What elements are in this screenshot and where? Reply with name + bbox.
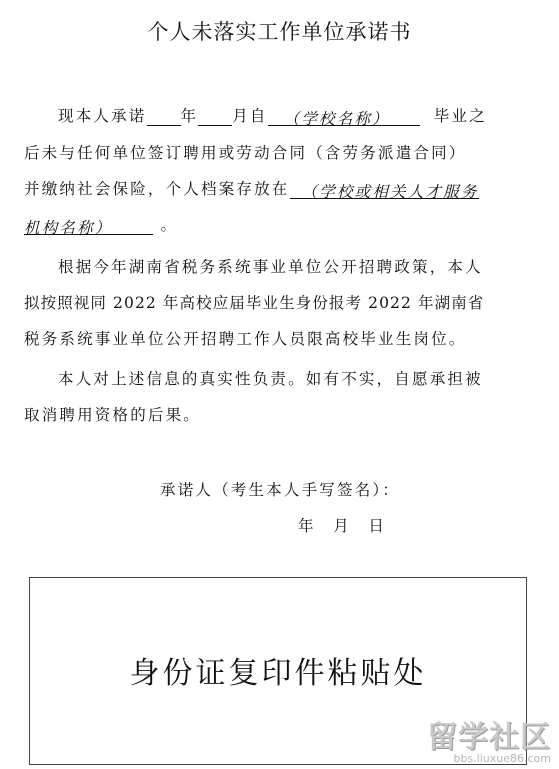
para2-line2: 拟按照视同 2022 年高校应届毕业生身份报考 2022 年湖南省 <box>24 294 485 312</box>
school-name-blank: （学校名称） <box>268 107 420 126</box>
text: 月自 <box>232 107 268 125</box>
text: 并缴纳社会保险，个人档案存放在 <box>24 180 290 198</box>
institution-blank: （学校或相关人才服务 <box>290 180 479 199</box>
para3-line1: 本人对上述信息的真实性负责。如有不实，自愿承担被 <box>58 370 483 388</box>
institution-blank-cont: 机构名称） <box>24 216 153 235</box>
signer-label: 承诺人（考生本人手写签名）： <box>160 481 401 499</box>
page-title: 个人未落实工作单位承诺书 <box>147 20 412 44</box>
para3-line2: 取消聘用资格的后果。 <box>24 406 202 424</box>
para2-line1: 根据今年湖南省税务系统事业单位公开招聘政策，本人 <box>58 258 483 276</box>
para1-line4 <box>24 213 178 235</box>
date-label: 年 月 日 <box>298 517 384 535</box>
id-card-paste-label: 身份证复印件粘贴处 <box>129 656 427 691</box>
month-blank <box>198 107 232 126</box>
para2-line3: 税务系统事业单位公开招聘工作人员限高校毕业生岗位。 <box>24 330 467 348</box>
para1-line2: 后未与任何单位签订聘用或劳动合同（含劳务派遣合同） <box>24 144 467 162</box>
watermark-logo-text: 留学社区 <box>427 720 551 755</box>
text: 毕业之 <box>433 107 487 125</box>
para1-line3 <box>24 177 479 199</box>
text: 年 <box>180 107 199 125</box>
site-watermark <box>427 712 551 765</box>
text: 。 <box>160 216 179 234</box>
para1-line1 <box>58 104 487 126</box>
year-blank <box>147 107 181 126</box>
watermark-url: bbs.liuxue86.com <box>453 752 551 765</box>
text: 现本人承诺 <box>58 107 147 125</box>
